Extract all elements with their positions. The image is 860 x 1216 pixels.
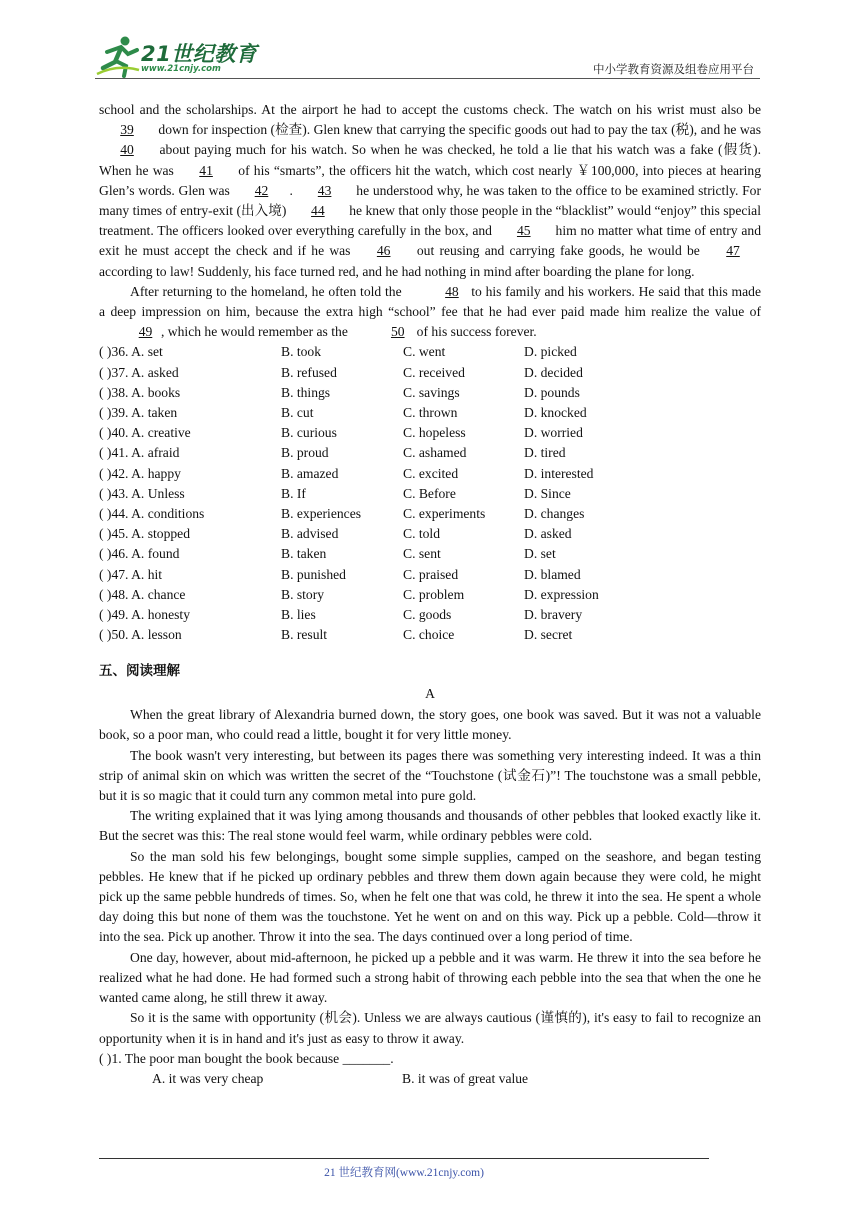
option-row [99, 625, 761, 645]
text: , which he would remember as the [161, 324, 352, 340]
reading-paragraph: The writing explained that it was lying among thousands and thousands of other pebbles that looked exactly like it. But the secret was this: The real stone would feel warm, while ordinary pebbles were cold. [99, 808, 761, 844]
option-a: ( )39. A. taken [99, 405, 178, 420]
text: school and the scholarships. At the airport he had to accept the customs check. The watch on his wrist must also be [99, 102, 761, 117]
option-row [99, 605, 761, 625]
option-c: C. excited [403, 465, 459, 481]
option-c: C. told [403, 526, 441, 542]
option-b: B. taken [281, 546, 327, 562]
blank-46: 46 [376, 243, 391, 259]
blank-45: 45 [516, 223, 531, 239]
blank-48: 48 [445, 283, 459, 299]
option-a: ( )48. A. chance [99, 586, 186, 602]
option-row [99, 443, 761, 463]
option-a: ( )41. A. afraid [99, 445, 180, 461]
question-stem: ( )1. The poor man bought the book because _______. [99, 1050, 394, 1066]
cloze-paragraph-2 [99, 282, 761, 343]
blank-47: 47 [726, 243, 740, 259]
option-b: B. amazed [281, 465, 339, 481]
text: about paying much for his watch. So when he was checked, he told a lie that his watch was a fake (假货). When he was [99, 142, 761, 178]
option-d: D. secret [524, 627, 573, 643]
option-row [99, 544, 761, 564]
option-d: D. blamed [524, 566, 581, 582]
reading-paragraph: So the man sold his few belongings, bought some simple supplies, camped on the seashore, and began testing pebbles. He knew that if he picked up ordinary pebbles and threw them down again because they were cold, he might pick up the same pebble hundreds of times. So, when he felt one that was cold, he threw it into the sea. He spent a whole day doing this but none of them was the touchstone. Yet he went on and on this way. Pick up a pebble. Cold—throw it into the sea. Pick up another. Throw it into the sea. The days continued over a long period of time. [99, 848, 761, 945]
option-a: ( )45. A. stopped [99, 526, 190, 542]
option-d: D. bravery [524, 606, 583, 622]
section-title: 五、阅读理解 [99, 663, 180, 680]
text: according to law! Suddenly, his face turned red, and he had nothing in mind after boarding the plane for long. [99, 263, 695, 279]
option-b: B. punished [281, 566, 346, 582]
option-d: D. asked [524, 526, 572, 542]
option-d: D. worried [524, 425, 583, 441]
option-row [99, 504, 761, 524]
text: he knew that only those people in the “blacklist” would “enjoy” this special treatment. The officers looked over everything carefully in the box, and [99, 203, 761, 239]
option-c: C. Before [403, 485, 456, 501]
option-row [99, 524, 761, 544]
blank-40: 40 [120, 142, 134, 158]
option-a: ( )44. A. conditions [99, 505, 205, 521]
option-row [99, 464, 761, 484]
option-a: ( )40. A. creative [99, 425, 191, 441]
option-b: B. proud [281, 445, 329, 461]
site-logo[interactable] [95, 34, 265, 78]
blank-50: 50 [390, 324, 405, 340]
page-header [95, 34, 760, 80]
option-b: B. refused [281, 364, 337, 380]
option-row [99, 585, 761, 605]
page-content [99, 100, 761, 1089]
option-b: B. cut [281, 405, 314, 420]
option-c: C. choice [403, 627, 455, 643]
logo-text: 21世纪教育 [141, 42, 258, 66]
option-a: ( )42. A. happy [99, 465, 181, 481]
reading-paragraph: So it is the same with opportunity (机会). Unless we are always cautious (谨慎的), it's easy to fail to recognize an opportunity when it is in hand and it's just as easy to throw it away. [99, 1010, 761, 1046]
reading-paragraph: When the great library of Alexandria burned down, the story goes, one book was saved. But it was not a valuable book, so a poor man, who could read a little, bought it for very little money. [99, 707, 761, 743]
option-c: C. praised [403, 566, 459, 582]
passage-label: A [425, 686, 435, 702]
option-a: ( )47. A. hit [99, 566, 163, 582]
header-divider [95, 78, 760, 79]
blank-44: 44 [311, 203, 325, 219]
footer-divider [99, 1158, 709, 1159]
option-d: D. expression [524, 586, 599, 602]
reading-paragraph: The book wasn't very interesting, but between its pages there was something very interesting indeed. It was a thin strip of animal skin on which was written the secret of the “Touchstone (试金石)”! The touchstone was a small pebble, but it is so magic that it could turn any common metal into pure gold. [99, 747, 761, 804]
option-c: C. sent [403, 546, 441, 562]
option-b: B. experiences [281, 505, 362, 521]
option-b: B. lies [281, 606, 316, 622]
question-option-a: A. it was very cheap [152, 1070, 264, 1086]
option-b: B. things [281, 384, 331, 400]
blank-43: 43 [317, 182, 332, 198]
text: to his family and his workers. He said that this made a deep impression on him, because the extra high “school” fee that he had ever paid made him realize the value of [99, 283, 761, 320]
cloze-options [99, 342, 761, 645]
text: him no matter what time of entry and exit he must accept the check and if he was [99, 223, 761, 259]
option-c: C. received [403, 364, 465, 380]
option-row [99, 565, 761, 585]
option-d: D. tired [524, 445, 566, 461]
footer-link[interactable]: 21 世纪教育网(www.21cnjy.com) [324, 1167, 484, 1179]
text: After returning to the homeland, he often told the [130, 283, 406, 299]
option-b: B. advised [281, 526, 339, 542]
option-a: ( )37. A. asked [99, 364, 179, 380]
option-b: B. result [281, 627, 328, 643]
option-d: D. picked [524, 344, 577, 360]
option-a: ( )36. A. set [99, 344, 163, 360]
option-d: D. knocked [524, 405, 587, 420]
question-option-b: B. it was of great value [402, 1070, 529, 1086]
text: out reusing and carrying fake goods, he would be [411, 243, 705, 259]
option-d: D. pounds [524, 384, 580, 400]
option-a: ( )43. A. Unless [99, 485, 185, 501]
option-c: C. ashamed [403, 445, 467, 461]
option-b: B. story [281, 586, 325, 602]
option-row [99, 423, 761, 443]
option-b: B. curious [281, 425, 337, 441]
platform-name: 中小学教育资源及组卷应用平台 [593, 62, 754, 76]
option-row [99, 484, 761, 504]
text: of his “smarts”, the officers hit the watch, which cost nearly ￥100,000, into pieces at hearing Glen’s words. Glen was [99, 162, 761, 198]
option-a: ( )50. A. lesson [99, 627, 182, 643]
option-row [99, 383, 761, 403]
option-c: C. problem [403, 586, 465, 602]
blank-41: 41 [199, 162, 213, 178]
option-d: D. interested [524, 465, 594, 481]
option-c: C. goods [403, 606, 452, 622]
option-row [99, 363, 761, 383]
option-a: ( )46. A. found [99, 546, 180, 562]
blank-49: 49 [138, 324, 153, 340]
option-d: D. changes [524, 505, 585, 521]
option-c: C. savings [403, 384, 460, 400]
option-c: C. went [403, 344, 446, 360]
runner-logo-icon [95, 34, 141, 78]
option-row [99, 342, 761, 362]
option-c: C. thrown [403, 405, 458, 420]
option-b: B. took [281, 344, 322, 360]
text: . [289, 182, 297, 198]
blank-42: 42 [254, 182, 269, 198]
option-a: ( )38. A. books [99, 384, 181, 400]
cloze-paragraph-1 [99, 100, 761, 282]
option-a: ( )49. A. honesty [99, 606, 190, 622]
option-b: B. If [281, 485, 306, 501]
option-d: D. Since [524, 485, 571, 501]
logo-url: www.21cnjy.com [141, 64, 221, 74]
option-c: C. experiments [403, 505, 486, 521]
option-d: D. decided [524, 364, 583, 380]
text: down for inspection (检查). Glen knew that carrying the specific goods out had to pay the tax (税), and he was [155, 122, 761, 138]
text: he understood why, he was taken to the office to be examined strictly. For many times of entry-exit (出入境) [99, 182, 761, 219]
question-options [99, 1069, 761, 1089]
reading-paragraph: One day, however, about mid-afternoon, he picked up a pebble and it was warm. He threw it into the sea before he realized what he had done. He had formed such a strong habit of throwing each pebble into the sea that when the one he wanted came along, he still threw it away. [99, 949, 761, 1006]
blank-39: 39 [120, 122, 134, 138]
option-d: D. set [524, 546, 556, 562]
option-row [99, 403, 761, 423]
option-c: C. hopeless [403, 425, 466, 441]
text: of his success forever. [413, 324, 537, 340]
